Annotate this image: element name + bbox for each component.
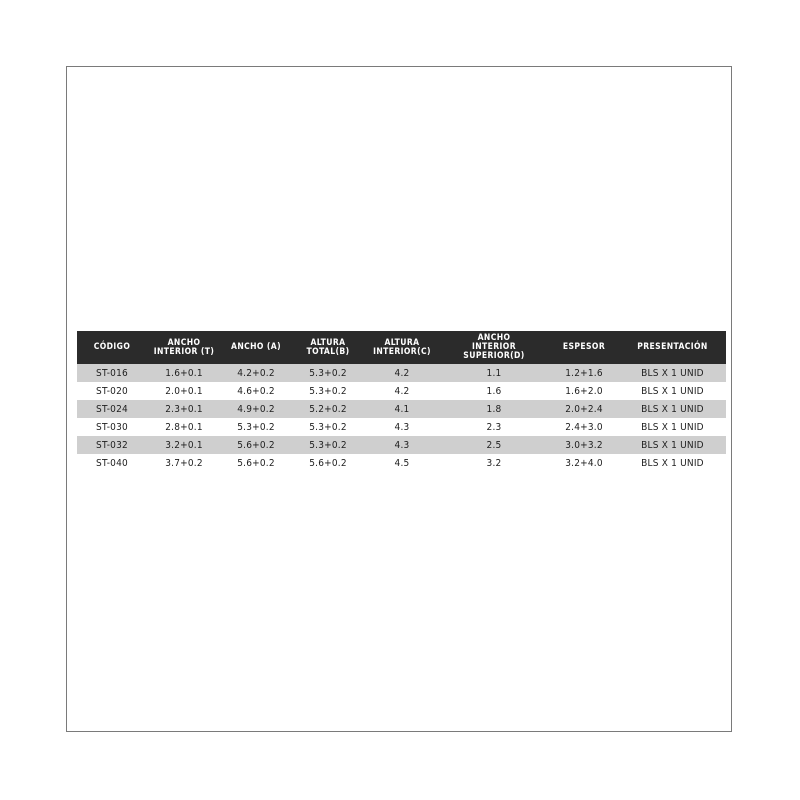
table-cell: 2.0+0.1 (147, 382, 221, 400)
table-cell: 2.3 (439, 418, 549, 436)
table-cell: 3.7+0.2 (147, 454, 221, 472)
table-cell: 1.6 (439, 382, 549, 400)
table-cell: 4.2+0.2 (221, 364, 291, 382)
table-cell: ST-040 (77, 454, 147, 472)
table-cell: BLS X 1 UNID (619, 436, 726, 454)
table-cell: 5.3+0.2 (291, 418, 365, 436)
header-codigo: CÓDIGO (77, 331, 147, 364)
table-row (77, 454, 726, 472)
table-row (77, 400, 726, 418)
table-cell: 2.3+0.1 (147, 400, 221, 418)
table-cell: 3.0+3.2 (549, 436, 619, 454)
header-ancho-interior: ANCHO INTERIOR (T) (147, 331, 221, 364)
header-espesor: ESPESOR (549, 331, 619, 364)
table-cell: ST-032 (77, 436, 147, 454)
table-cell: 4.6+0.2 (221, 382, 291, 400)
table-cell: ST-030 (77, 418, 147, 436)
table-cell: 4.9+0.2 (221, 400, 291, 418)
table-cell: 1.1 (439, 364, 549, 382)
table-row (77, 436, 726, 454)
table-cell: 1.8 (439, 400, 549, 418)
header-altura-interior: ALTURA INTERIOR(C) (365, 331, 439, 364)
header-presentacion: PRESENTACIÓN (619, 331, 726, 364)
table-cell: 4.5 (365, 454, 439, 472)
table-cell: 5.6+0.2 (221, 436, 291, 454)
table-cell: 5.6+0.2 (291, 454, 365, 472)
table-row (77, 364, 726, 382)
table-cell: BLS X 1 UNID (619, 418, 726, 436)
table-cell: 1.6+2.0 (549, 382, 619, 400)
table-cell: 2.8+0.1 (147, 418, 221, 436)
table-cell: BLS X 1 UNID (619, 364, 726, 382)
table-cell: 2.5 (439, 436, 549, 454)
header-altura-total: ALTURA TOTAL(B) (291, 331, 365, 364)
table-row (77, 382, 726, 400)
table-cell: 5.2+0.2 (291, 400, 365, 418)
table-cell: ST-020 (77, 382, 147, 400)
table-header-row (77, 331, 726, 364)
table-cell: 2.4+3.0 (549, 418, 619, 436)
table-cell: BLS X 1 UNID (619, 400, 726, 418)
table-cell: 2.0+2.4 (549, 400, 619, 418)
table-cell: 4.3 (365, 418, 439, 436)
table-cell: 3.2+0.1 (147, 436, 221, 454)
table-cell: BLS X 1 UNID (619, 454, 726, 472)
header-ancho-a: ANCHO (A) (221, 331, 291, 364)
table-cell: 3.2 (439, 454, 549, 472)
table-row (77, 418, 726, 436)
table-cell: 1.6+0.1 (147, 364, 221, 382)
table-cell: 4.2 (365, 382, 439, 400)
table-cell: 5.3+0.2 (291, 436, 365, 454)
table-cell: 5.3+0.2 (291, 382, 365, 400)
table-cell: 5.6+0.2 (221, 454, 291, 472)
table-cell: 3.2+4.0 (549, 454, 619, 472)
table-cell: 1.2+1.6 (549, 364, 619, 382)
table-cell: BLS X 1 UNID (619, 382, 726, 400)
table-cell: ST-016 (77, 364, 147, 382)
table-cell: ST-024 (77, 400, 147, 418)
table-cell: 4.3 (365, 436, 439, 454)
spec-table (77, 331, 726, 472)
table-cell: 5.3+0.2 (291, 364, 365, 382)
header-ancho-interior-superior: ANCHO INTERIOR SUPERIOR(D) (439, 331, 549, 364)
table-cell: 5.3+0.2 (221, 418, 291, 436)
table-cell: 4.1 (365, 400, 439, 418)
table-cell: 4.2 (365, 364, 439, 382)
